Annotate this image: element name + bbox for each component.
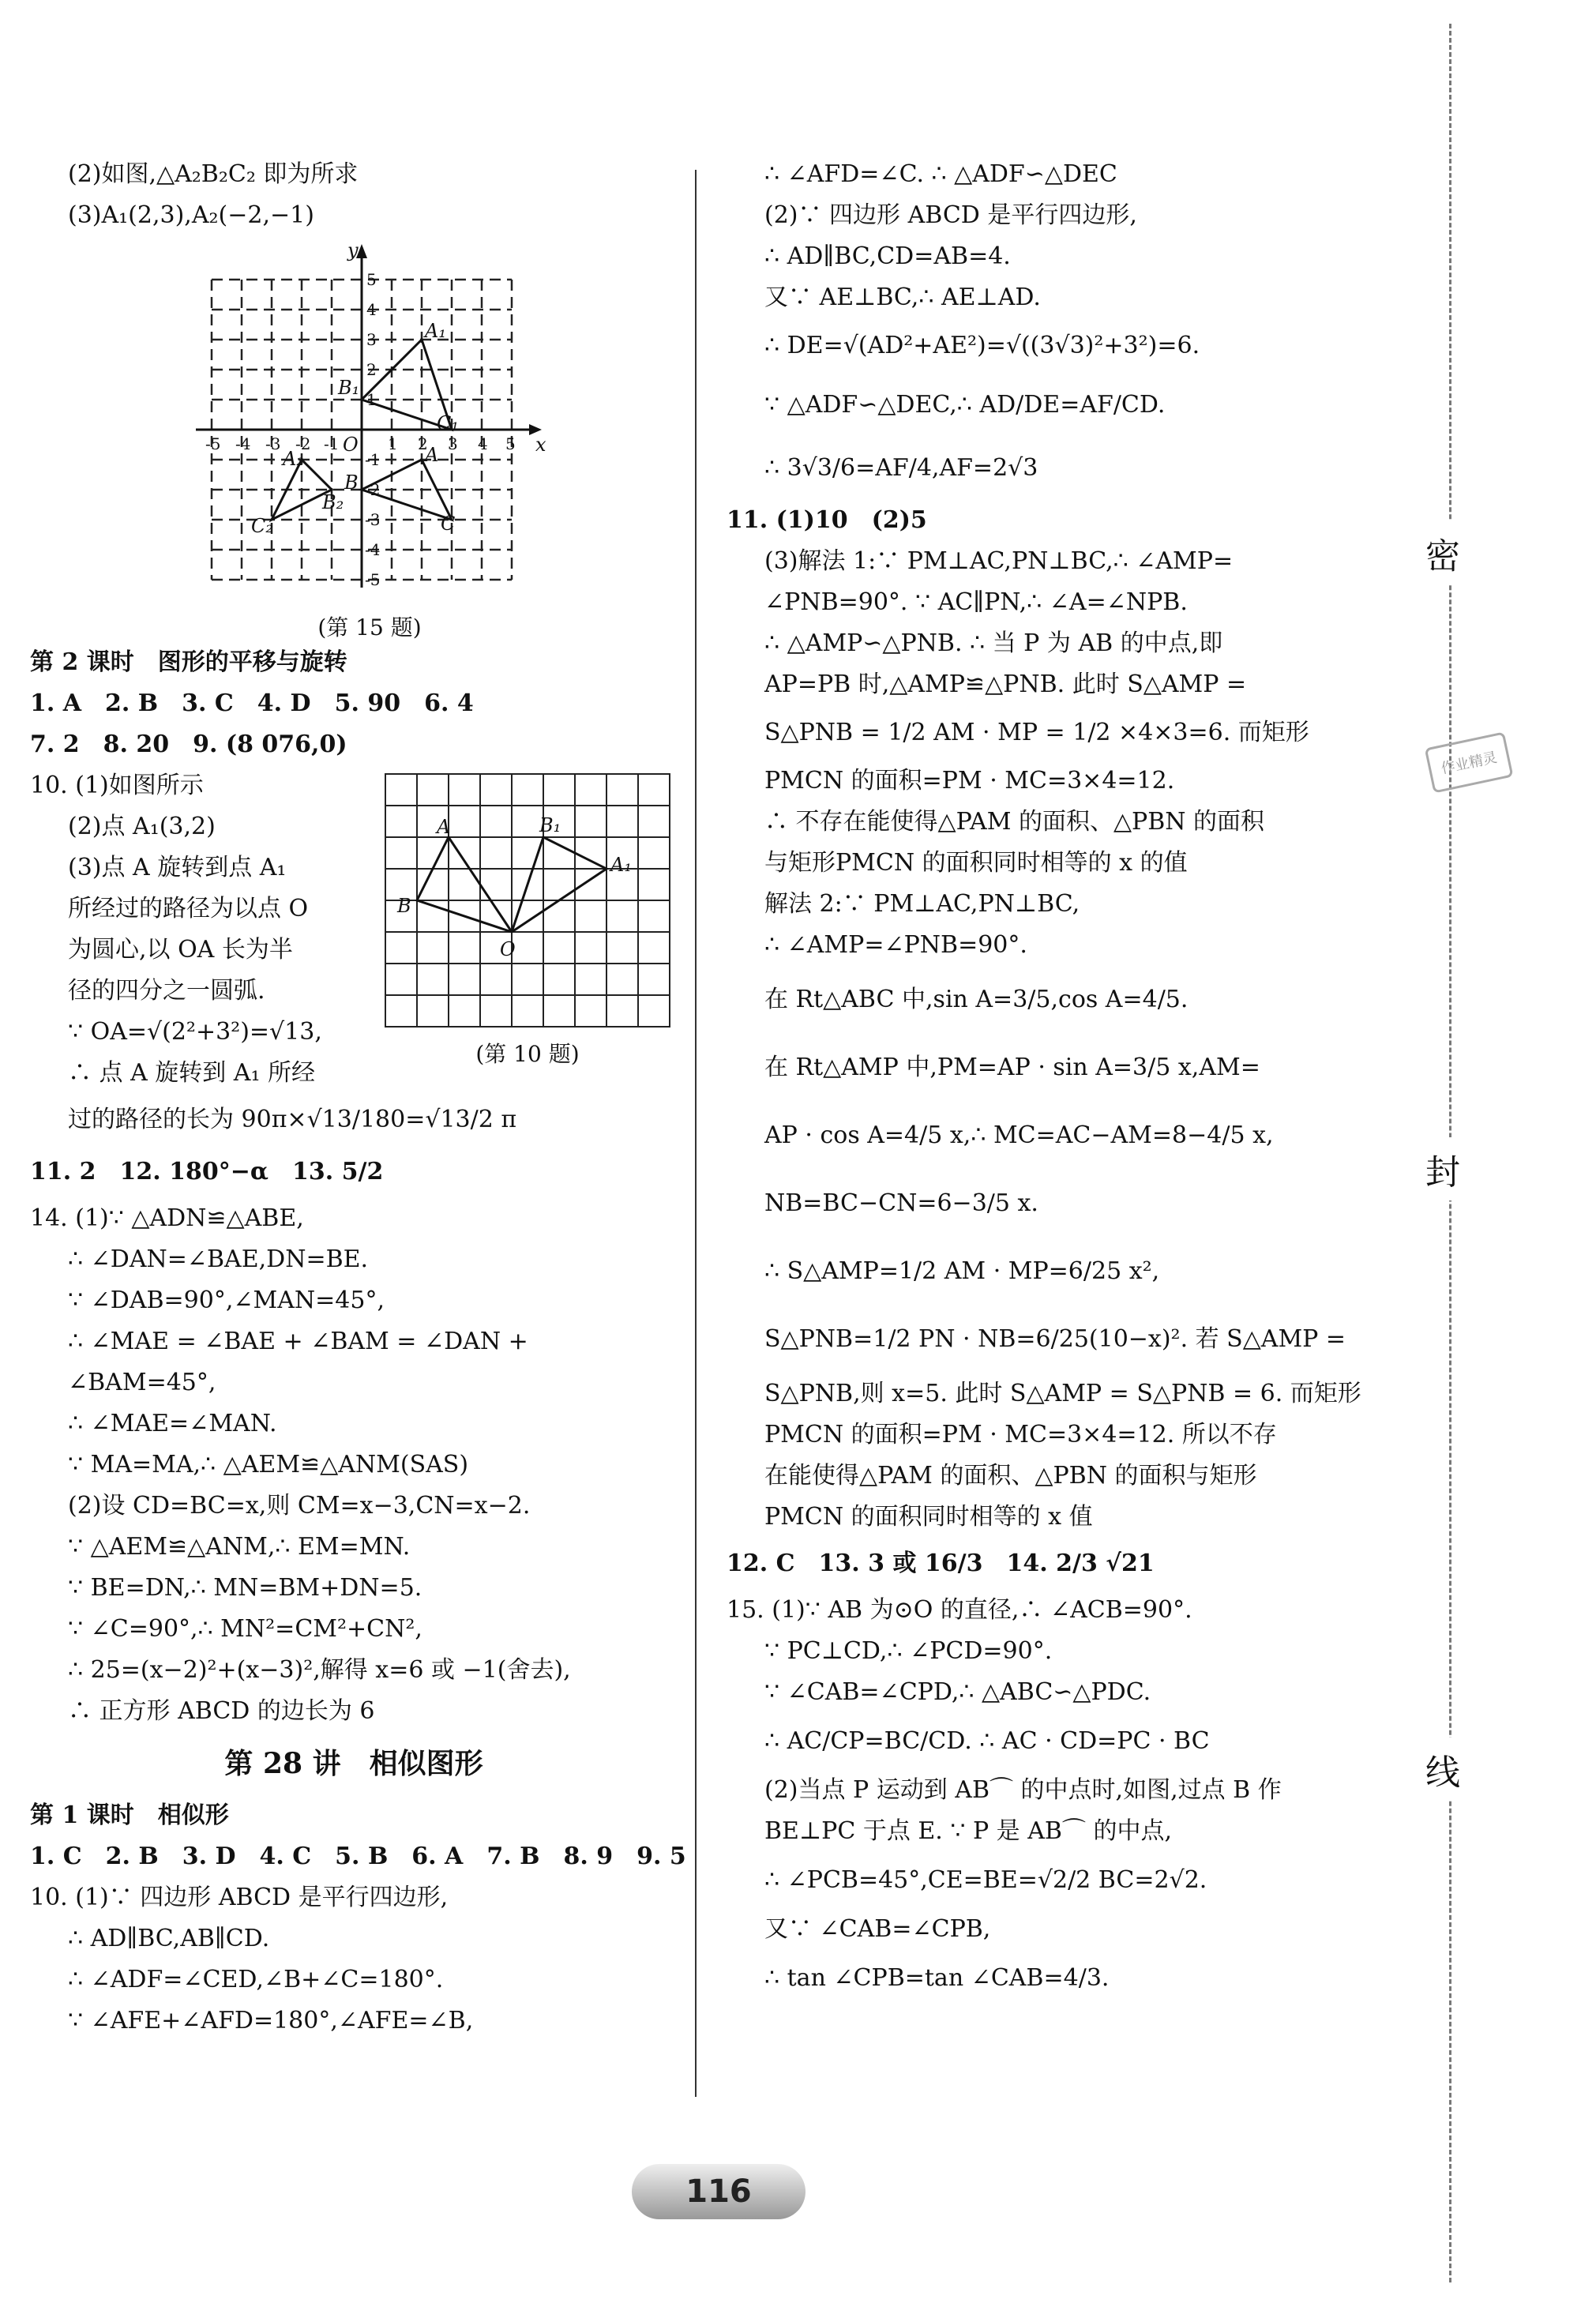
chapter-title: 第 28 讲 相似图形 <box>224 1747 483 1780</box>
answer-line: 11. 2 12. 180°−α 13. 5/2 <box>30 1158 384 1185</box>
text-line: ∴ DE=√(AD²+AE²)=√((3√3)²+3²)=6. <box>764 332 1200 359</box>
text-line: ∵ △ADF∽△DEC,∴ AD/DE=AF/CD. <box>764 391 1166 419</box>
text-line: (2)当点 P 运动到 AB⌒ 的中点时,如图,过点 B 作 <box>764 1776 1282 1804</box>
binding-char-mi: 密 <box>1425 521 1460 584</box>
tick-label: 1 <box>366 390 377 409</box>
text-line: PMCN 的面积同时相等的 x 值 <box>764 1503 1093 1531</box>
text-line: 为圆心,以 OA 长为半 <box>68 936 293 964</box>
tick-label: -1 <box>324 434 340 453</box>
tick-label: -4 <box>365 540 381 559</box>
text-line: ∵ ∠AFE+∠AFD=180°,∠AFE=∠B, <box>68 2007 474 2034</box>
figure-10 <box>381 770 674 1069</box>
text-line: AP · cos A=4/5 x,∴ MC=AC−AM=8−4/5 x, <box>764 1121 1274 1149</box>
text-line: (3)点 A 旋转到点 A₁ <box>68 854 287 881</box>
text-line: 15. (1)∵ AB 为⊙O 的直径,∴ ∠ACB=90°. <box>727 1596 1192 1624</box>
text-line: PMCN 的面积=PM · MC=3×4=12. 所以不存 <box>764 1421 1277 1448</box>
tick-label: 5 <box>505 434 516 453</box>
tick-label: -1 <box>365 450 381 469</box>
text-line: (2)如图,△A₂B₂C₂ 即为所求 <box>68 160 359 188</box>
label-b1: B₁ <box>338 377 360 399</box>
text-line: S△PNB = 1/2 AM · MP = 1/2 ×4×3=6. 而矩形 <box>764 719 1309 746</box>
text-line: 在 Rt△ABC 中,sin A=3/5,cos A=4/5. <box>764 986 1189 1013</box>
label-a1: A₁ <box>425 320 446 342</box>
text-line: 过的路径的长为 90π×√13/180=√13/2 π <box>68 1106 517 1133</box>
label-c1: C₁ <box>437 412 459 434</box>
text-line: 10. (1)如图所示 <box>30 772 204 799</box>
stamp-logo <box>1414 727 1524 798</box>
text-line: S△PNB=1/2 PN · NB=6/25(10−x)². 若 S△AMP = <box>764 1325 1346 1353</box>
figure-10-caption: (第 10 题) <box>475 1041 580 1067</box>
text-line: ∴ ∠AMP=∠PNB=90°. <box>764 931 1027 959</box>
left-column <box>30 154 686 2042</box>
text-line: S△PNB,则 x=5. 此时 S△AMP = S△PNB = 6. 而矩形 <box>764 1380 1361 1407</box>
text-line: ∵ PC⊥CD,∴ ∠PCD=90°. <box>764 1637 1053 1665</box>
text-line: ∵ BE=DN,∴ MN=BM+DN=5. <box>68 1574 422 1602</box>
binding-char-feng: 封 <box>1425 1137 1460 1200</box>
stamp-text: 作业精灵 <box>1439 749 1499 778</box>
text-line: ∴ ∠MAE=∠MAN. <box>68 1410 277 1437</box>
text-line: 14. (1)∵ △ADN≌△ABE, <box>30 1204 304 1232</box>
text-line: 与矩形PMCN 的面积同时相等的 x 的值 <box>764 849 1188 877</box>
text-line: ∴ AD∥BC,AB∥CD. <box>68 1925 270 1952</box>
label-a: A <box>437 816 451 838</box>
label-b: B <box>344 471 359 494</box>
answer-line: 11. (1)10 (2)5 <box>727 506 927 534</box>
text-line: (2)点 A₁(3,2) <box>68 813 216 840</box>
grid-rotation-figure <box>381 770 674 1031</box>
text-line: PMCN 的面积=PM · MC=3×4=12. <box>764 767 1175 795</box>
text-line: ∴ △AMP∽△PNB. ∴ 当 P 为 AB 的中点,即 <box>764 629 1223 657</box>
text-line: ∴ 点 A 旋转到 A₁ 所经 <box>68 1059 316 1087</box>
column-separator <box>695 170 697 2097</box>
tick-label: -3 <box>265 434 281 453</box>
text-line: 解法 2:∵ PM⊥AC,PN⊥BC, <box>764 890 1080 918</box>
tick-label: -4 <box>235 434 251 453</box>
answer-line: 12. C 13. 3 或 16/3 14. 2/3 √21 <box>727 1550 1155 1577</box>
label-c2: C₂ <box>251 515 273 537</box>
text-line: ∴ S△AMP=1/2 AM · MP=6/25 x², <box>764 1257 1160 1285</box>
y-axis-label: y <box>347 239 359 261</box>
text-line: (3)解法 1:∵ PM⊥AC,PN⊥BC,∴ ∠AMP= <box>764 547 1234 575</box>
binding-char-xian: 线 <box>1425 1738 1460 1801</box>
text-line: 又∵ ∠CAB=∠CPB, <box>764 1915 991 1943</box>
tick-label: -5 <box>365 570 381 589</box>
text-line: ∴ AC/CP=BC/CD. ∴ AC · CD=PC · BC <box>764 1727 1210 1755</box>
text-line: ∴ 正方形 ABCD 的边长为 6 <box>68 1697 375 1725</box>
tick-label: 1 <box>388 434 398 453</box>
text-line: ∠BAM=45°, <box>68 1369 216 1396</box>
right-column <box>727 154 1374 2007</box>
text-line: ∴ ∠AFD=∠C. ∴ △ADF∽△DEC <box>764 160 1117 188</box>
figure-15 <box>164 236 678 642</box>
text-line: (2)设 CD=BC=x,则 CM=x−3,CN=x−2. <box>68 1492 531 1520</box>
tick-label: 2 <box>366 360 377 379</box>
tick-label: 5 <box>366 270 377 289</box>
tick-label: -5 <box>205 434 221 453</box>
tick-label: -3 <box>365 510 381 529</box>
label-c: C <box>441 513 456 535</box>
label-b1: B₁ <box>539 814 561 836</box>
x-axis-label: x <box>535 434 546 456</box>
answer-line: 7. 2 8. 20 9. (8 076,0) <box>30 731 347 758</box>
tick-label: 2 <box>418 434 428 453</box>
text-line: 径的四分之一圆弧. <box>68 977 265 1005</box>
text-line: (3)A₁(2,3),A₂(−2,−1) <box>68 201 314 229</box>
tick-label: 4 <box>366 300 377 319</box>
text-line: ∠PNB=90°. ∵ AC∥PN,∴ ∠A=∠NPB. <box>764 588 1188 616</box>
label-a2: A₂ <box>283 448 304 470</box>
text-line: BE⊥PC 于点 E. ∵ P 是 AB⌒ 的中点, <box>764 1817 1173 1845</box>
answer-line: 1. C 2. B 3. D 4. C 5. B 6. A 7. B 8. 9 9. 5 <box>30 1843 686 1870</box>
text-line: AP=PB 时,△AMP≌△PNB. 此时 S△AMP = <box>764 671 1247 698</box>
text-line: ∵ ∠C=90°,∴ MN²=CM²+CN², <box>68 1615 422 1643</box>
text-line: ∴ ∠DAN=∠BAE,DN=BE. <box>68 1245 369 1273</box>
tick-label: -2 <box>295 434 311 453</box>
text-line: 10. (1)∵ 四边形 ABCD 是平行四边形, <box>30 1884 449 1911</box>
text-line: ∴ 25=(x−2)²+(x−3)²,解得 x=6 或 −1(舍去), <box>68 1656 571 1684</box>
tick-label: 4 <box>478 434 488 453</box>
tick-label: -2 <box>365 480 381 499</box>
text-line: 所经过的路径为以点 O <box>68 895 309 922</box>
text-line: ∵ ∠DAB=90°,∠MAN=45°, <box>68 1287 385 1314</box>
origin-label: O <box>343 434 359 456</box>
triangle-oab <box>417 837 512 932</box>
answer-line: 1. A 2. B 3. C 4. D 5. 90 6. 4 <box>30 689 474 717</box>
figure-15-caption: (第 15 题) <box>317 614 422 641</box>
label-b: B <box>397 895 411 917</box>
section-title: 第 1 课时 相似形 <box>30 1801 229 1829</box>
tick-label: 3 <box>366 330 377 349</box>
text-line: ∴ ∠PCB=45°,CE=BE=√2/2 BC=2√2. <box>764 1866 1207 1894</box>
label-o: O <box>500 938 516 960</box>
text-line: ∴ 3√3/6=AF/4,AF=2√3 <box>764 454 1038 482</box>
text-line: ∵ OA=√(2²+3²)=√13, <box>68 1018 322 1046</box>
text-line: NB=BC−CN=6−3/5 x. <box>764 1189 1038 1217</box>
text-line: 又∵ AE⊥BC,∴ AE⊥AD. <box>764 284 1041 311</box>
triangle-oa1b1 <box>512 837 606 932</box>
coordinate-grid-figure <box>164 236 575 607</box>
text-line: (2)∵ 四边形 ABCD 是平行四边形, <box>764 201 1137 229</box>
label-a1: A₁ <box>610 854 632 876</box>
text-line: ∵ △AEM≌△ANM,∴ EM=MN. <box>68 1533 411 1561</box>
text-line: ∴ 不存在能使得△PAM 的面积、△PBN 的面积 <box>764 808 1265 836</box>
label-a: A <box>425 444 439 466</box>
text-line: ∴ ∠ADF=∠CED,∠B+∠C=180°. <box>68 1966 444 1993</box>
section-title: 第 2 课时 图形的平移与旋转 <box>30 648 347 676</box>
page-number: 116 <box>632 2164 806 2219</box>
text-line: 在能使得△PAM 的面积、△PBN 的面积与矩形 <box>764 1462 1257 1490</box>
text-line: ∵ ∠CAB=∠CPD,∴ △ABC∽△PDC. <box>764 1678 1151 1706</box>
text-line: ∴ ∠MAE = ∠BAE + ∠BAM = ∠DAN + <box>68 1328 528 1355</box>
text-line: ∴ tan ∠CPB=tan ∠CAB=4/3. <box>764 1964 1110 1992</box>
text-line: ∵ MA=MA,∴ △AEM≌△ANM(SAS) <box>68 1451 469 1478</box>
text-line: 在 Rt△AMP 中,PM=AP · sin A=3/5 x,AM= <box>764 1054 1260 1081</box>
text-line: ∴ AD∥BC,CD=AB=4. <box>764 242 1011 270</box>
label-b2: B₂ <box>322 491 344 513</box>
tick-label: 3 <box>448 434 458 453</box>
